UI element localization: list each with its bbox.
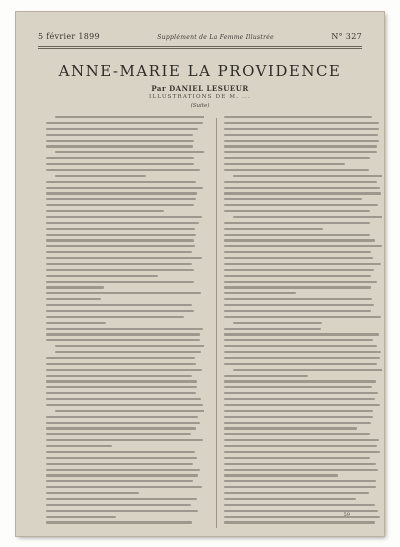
text-line xyxy=(46,210,164,212)
text-line xyxy=(46,457,197,459)
text-line xyxy=(224,151,377,153)
text-line xyxy=(224,316,381,318)
text-line xyxy=(224,251,371,253)
text-line xyxy=(46,257,202,259)
text-line xyxy=(46,245,195,247)
text-column-right xyxy=(224,116,382,531)
text-line xyxy=(224,222,370,224)
text-line xyxy=(55,151,204,153)
text-line xyxy=(224,510,378,512)
text-line xyxy=(46,392,196,394)
text-line xyxy=(46,157,194,159)
text-line xyxy=(224,192,381,194)
article-illustrations-credit: ILLUSTRATIONS DE M. ... xyxy=(149,94,251,100)
text-line xyxy=(46,298,101,300)
article-body xyxy=(46,116,382,531)
text-line xyxy=(46,304,192,306)
text-line xyxy=(46,198,196,200)
text-line xyxy=(46,251,192,253)
text-line xyxy=(224,351,381,353)
text-line xyxy=(46,445,112,447)
text-line xyxy=(224,427,357,429)
text-line xyxy=(46,181,196,183)
text-line xyxy=(46,416,198,418)
running-header xyxy=(38,32,362,41)
text-line xyxy=(46,422,200,424)
text-line xyxy=(224,187,380,189)
header-rule-thin xyxy=(38,48,362,49)
text-line xyxy=(46,134,193,136)
text-line xyxy=(224,169,369,171)
text-line xyxy=(224,516,380,518)
text-line xyxy=(46,492,139,494)
text-line xyxy=(46,128,198,130)
magazine-page xyxy=(16,12,384,536)
text-line xyxy=(46,451,195,453)
text-line xyxy=(55,345,204,347)
text-line xyxy=(46,281,194,283)
text-line xyxy=(46,328,203,330)
text-line xyxy=(46,469,200,471)
text-line xyxy=(224,345,377,347)
text-line xyxy=(224,328,321,330)
text-line xyxy=(46,404,203,406)
text-line xyxy=(233,216,382,218)
text-line xyxy=(224,386,372,388)
text-line xyxy=(224,380,376,382)
text-line xyxy=(224,122,379,124)
text-line xyxy=(46,140,194,142)
text-line xyxy=(224,228,323,230)
text-line xyxy=(46,516,116,518)
text-line xyxy=(46,316,184,318)
text-line xyxy=(224,357,380,359)
text-line xyxy=(224,339,373,341)
text-line xyxy=(46,145,193,147)
text-line xyxy=(224,433,370,435)
text-line xyxy=(46,169,200,171)
text-line xyxy=(46,204,194,206)
text-line xyxy=(224,116,372,118)
text-line xyxy=(46,292,201,294)
text-line xyxy=(224,157,370,159)
text-line xyxy=(224,363,377,365)
text-line xyxy=(46,222,199,224)
text-line xyxy=(224,486,376,488)
text-line xyxy=(224,163,345,165)
text-line xyxy=(46,510,198,512)
text-line xyxy=(224,422,371,424)
text-line xyxy=(46,339,200,341)
text-line xyxy=(46,357,195,359)
text-line xyxy=(46,269,194,271)
text-line xyxy=(224,521,375,523)
column-divider xyxy=(216,118,217,528)
text-line xyxy=(46,192,197,194)
text-line xyxy=(233,322,322,324)
text-line xyxy=(224,416,373,418)
text-line xyxy=(55,351,201,353)
text-line xyxy=(46,504,191,506)
text-line xyxy=(46,386,197,388)
text-line xyxy=(46,398,201,400)
text-line xyxy=(46,163,194,165)
text-line xyxy=(233,369,382,371)
text-line xyxy=(233,175,382,177)
text-line xyxy=(46,463,193,465)
text-line xyxy=(224,398,375,400)
text-line xyxy=(224,498,356,500)
text-line xyxy=(46,439,203,441)
article-continuation: (Suite) xyxy=(190,103,210,109)
text-line xyxy=(224,234,370,236)
text-line xyxy=(46,322,106,324)
text-line xyxy=(224,451,380,453)
text-line xyxy=(224,333,379,335)
text-line xyxy=(46,310,194,312)
text-line xyxy=(46,375,192,377)
text-line xyxy=(224,134,378,136)
text-line xyxy=(46,363,196,365)
text-line xyxy=(224,375,308,377)
text-line xyxy=(55,410,204,412)
text-line xyxy=(46,286,104,288)
text-line xyxy=(46,380,197,382)
text-line xyxy=(224,145,377,147)
text-line xyxy=(224,304,374,306)
text-line xyxy=(46,427,196,429)
text-line xyxy=(224,239,375,241)
text-line xyxy=(46,263,192,265)
text-line xyxy=(55,116,204,118)
text-line xyxy=(224,245,382,247)
text-line xyxy=(46,433,191,435)
text-line xyxy=(224,480,376,482)
text-line xyxy=(55,175,145,177)
text-line xyxy=(224,210,370,212)
text-line xyxy=(224,504,375,506)
text-line xyxy=(224,286,371,288)
text-line xyxy=(46,521,192,523)
text-line xyxy=(46,369,202,371)
text-line xyxy=(224,263,381,265)
text-line xyxy=(224,257,373,259)
header-journal: Supplément de La Femme Illustrée xyxy=(157,34,274,41)
text-line xyxy=(224,439,379,441)
page-number: 59 xyxy=(343,512,350,518)
text-line xyxy=(46,498,197,500)
text-line xyxy=(224,198,362,200)
text-line xyxy=(224,298,372,300)
text-line xyxy=(46,239,194,241)
text-line xyxy=(46,486,202,488)
header-rule xyxy=(38,46,362,47)
text-line xyxy=(46,234,196,236)
text-line xyxy=(46,122,203,124)
text-line xyxy=(46,480,193,482)
text-line xyxy=(224,474,338,476)
header-date: 5 février 1899 xyxy=(38,32,100,41)
text-line xyxy=(46,187,203,189)
text-line xyxy=(224,469,378,471)
text-line xyxy=(224,204,378,206)
text-line xyxy=(46,275,158,277)
text-line xyxy=(224,392,378,394)
text-line xyxy=(224,310,371,312)
text-column-left xyxy=(46,116,204,531)
text-line xyxy=(46,216,202,218)
text-line xyxy=(224,281,377,283)
text-line xyxy=(46,474,198,476)
article-author: Par DANIEL LESUEUR xyxy=(151,84,249,93)
text-line xyxy=(224,445,377,447)
text-line xyxy=(224,492,369,494)
text-line xyxy=(224,181,377,183)
text-line xyxy=(224,404,380,406)
text-line xyxy=(224,128,379,130)
text-line xyxy=(46,228,195,230)
article-title: ANNE-MARIE LA PROVIDENCE xyxy=(58,62,342,80)
text-line xyxy=(224,410,373,412)
header-number: N° 327 xyxy=(331,32,362,41)
text-line xyxy=(224,269,374,271)
text-line xyxy=(224,292,296,294)
text-line xyxy=(224,275,371,277)
text-line xyxy=(224,457,370,459)
text-line xyxy=(224,140,379,142)
text-line xyxy=(46,333,200,335)
text-line xyxy=(224,463,376,465)
